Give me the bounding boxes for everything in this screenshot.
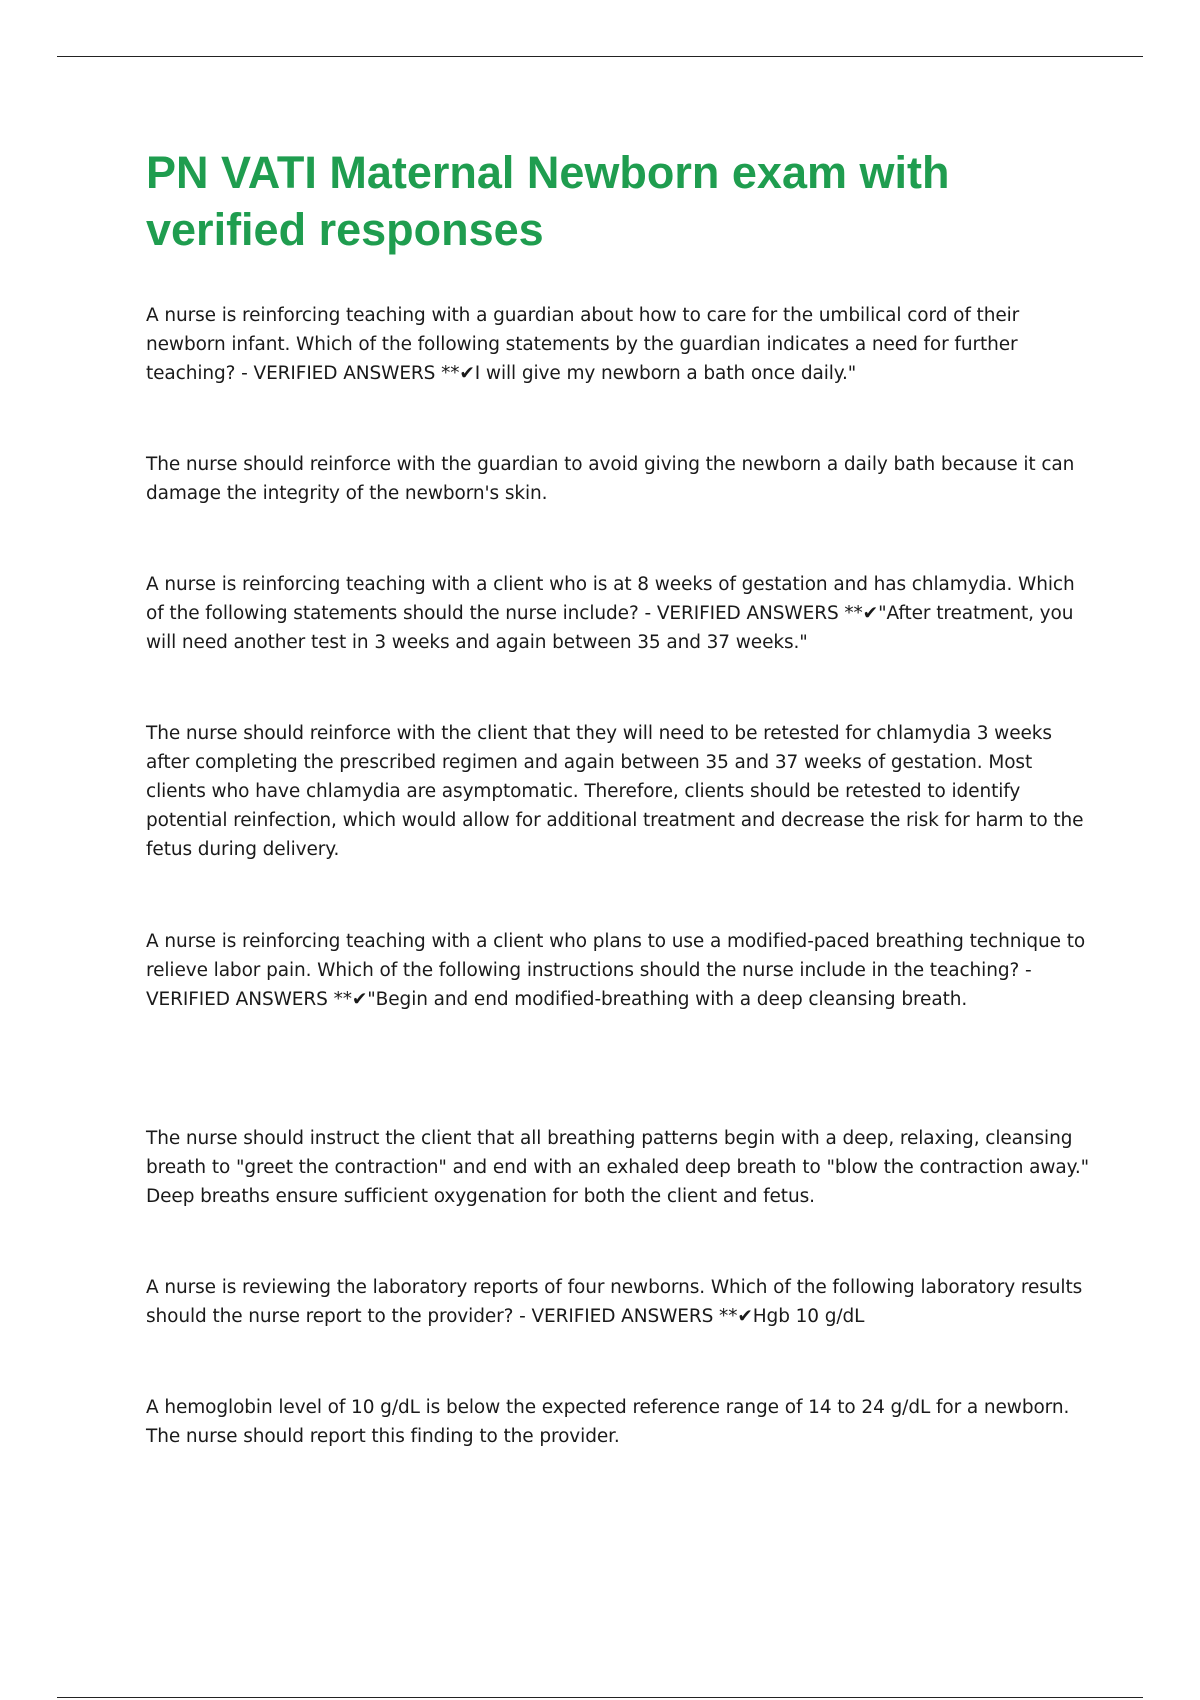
question-2: A nurse is reinforcing teaching with a client who is at 8 weeks of gestation and has chlamydia. Which of the following statements should the nurse include? - VERIFIED ANSWERS **✔"After treatment, you will need another test in 3 weeks and again between 35 and 37 weeks.": [146, 574, 1075, 653]
question-1: A nurse is reinforcing teaching with a guardian about how to care for the umbilical cord of their newborn infant. Which of the following statements by the guardian indicates a need for further teaching? - VERIFIED ANSWERS **✔I will give my newborn a bath once daily.": [146, 305, 1020, 384]
rationale-4: A hemoglobin level of 10 g/dL is below the expected reference range of 14 to 24 g/dL for a newborn. The nurse should report this finding to the provider.: [146, 1397, 1070, 1447]
rationale-1: The nurse should reinforce with the guardian to avoid giving the newborn a daily bath because it can damage the integrity of the newborn's skin.: [146, 454, 1075, 504]
top-rule: [57, 56, 1143, 57]
question-4: A nurse is reviewing the laboratory reports of four newborns. Which of the following laboratory results should the nurse report to the provider? - VERIFIED ANSWERS **✔Hgb 10 g/dL: [146, 1277, 1083, 1327]
bottom-rule: [57, 1697, 1143, 1698]
document-title: PN VATI Maternal Newborn exam with verified responses: [146, 147, 950, 255]
question-3: A nurse is reinforcing teaching with a client who plans to use a modified-paced breathing technique to relieve labor pain. Which of the following instructions should the nurse include in the teaching? - VERIFIED ANSWERS **✔"Begin and end modified-breathing with a deep cleansing breath.: [146, 931, 1086, 1010]
rationale-2: The nurse should reinforce with the client that they will need to be retested for chlamydia 3 weeks after completing the prescribed regimen and again between 35 and 37 weeks of gestation. Most clients who have chlamydia are asymptomatic. Therefore, clients should be retested to identify potential reinfection, which would allow for additional treatment and decrease the risk for harm to the fetus during delivery.: [146, 723, 1084, 860]
rationale-3: The nurse should instruct the client that all breathing patterns begin with a deep, relaxing, cleansing breath to "greet the contraction" and end with an exhaled deep breath to "blow the contraction away." Deep breaths ensure sufficient oxygenation for both the client and fetus.: [146, 1128, 1090, 1207]
